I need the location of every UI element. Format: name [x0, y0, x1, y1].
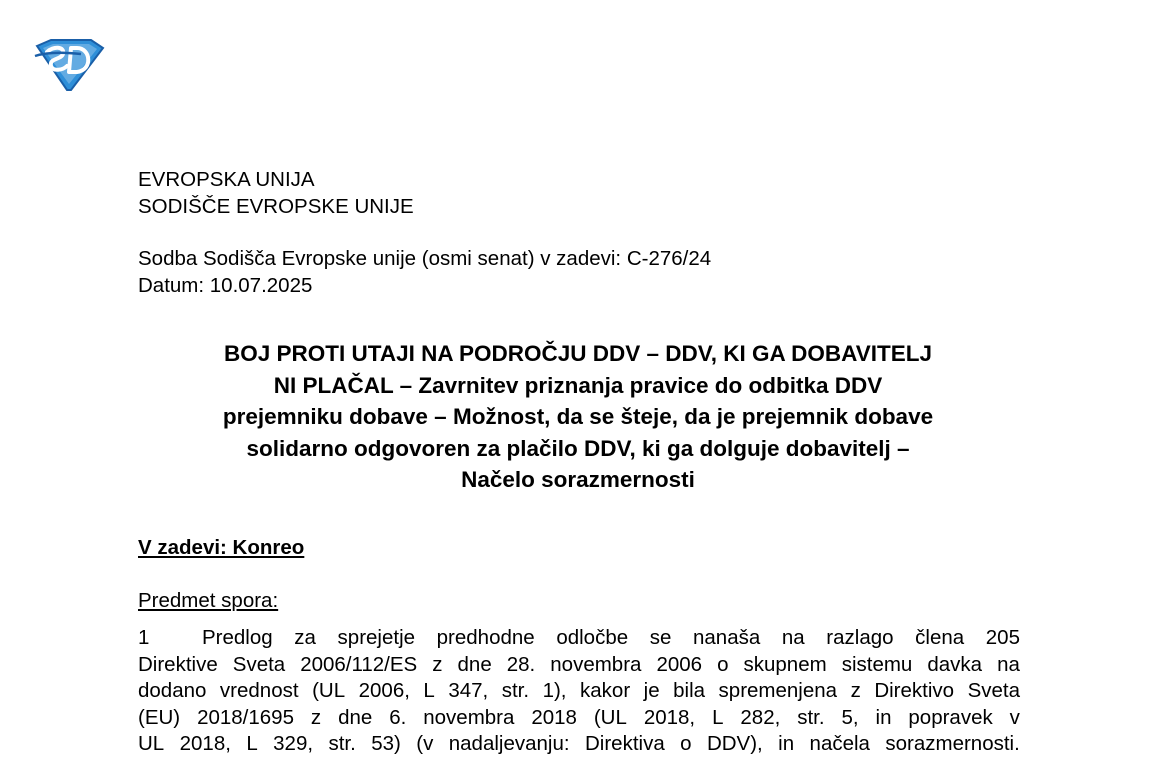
- paragraph-line: [138, 625, 1020, 652]
- title-line: prejemniku dobave – Možnost, da se šteje, da je prejemnik dobave: [222, 404, 934, 429]
- word: L: [246, 732, 258, 755]
- word: načela: [809, 732, 870, 755]
- word: 2006/112/ES: [300, 652, 418, 676]
- word: novembra: [423, 705, 515, 729]
- word: 2006: [656, 652, 703, 676]
- paragraph-line: [138, 652, 1020, 679]
- word: Direktivo: [874, 679, 955, 702]
- word: Sveta: [967, 679, 1020, 702]
- word: za: [294, 626, 316, 649]
- judgment-title: [138, 338, 1018, 496]
- header-court: SODIŠČE EVROPSKE UNIJE: [138, 195, 414, 218]
- word: na: [997, 652, 1020, 676]
- word: razlago: [826, 626, 894, 649]
- title-line: NI PLAČAL – Zavrnitev priznanja pravice do odbitka DDV: [273, 372, 883, 398]
- word: kakor: [580, 679, 631, 702]
- word: o: [680, 732, 692, 755]
- word: sistemu: [841, 652, 913, 676]
- word: UL: [138, 732, 165, 755]
- word: str.: [328, 732, 356, 755]
- word: (UL: [312, 679, 346, 702]
- paragraph-1: [138, 625, 1020, 758]
- word: 53): [371, 732, 401, 755]
- word: nanaša: [693, 626, 761, 649]
- word: člena: [915, 626, 965, 649]
- paragraph-line: [138, 678, 1020, 705]
- word: davka: [927, 652, 983, 676]
- word: z: [310, 705, 322, 729]
- word: 282,: [740, 705, 781, 729]
- word: je: [643, 679, 660, 702]
- word: sprejetje: [337, 626, 416, 649]
- word: dodano: [138, 679, 207, 702]
- word: str.: [797, 705, 825, 729]
- word: dne: [457, 652, 492, 676]
- word: bila: [673, 679, 706, 702]
- word: dne: [338, 705, 373, 729]
- word: nadaljevanju:: [448, 732, 570, 755]
- word: DDV),: [706, 732, 763, 755]
- word: 5,: [841, 705, 859, 729]
- word: 329,: [273, 732, 314, 755]
- word: 2018: [531, 705, 577, 729]
- word: 1),: [542, 679, 567, 702]
- word: L: [712, 705, 724, 729]
- paragraph-text: [202, 625, 1020, 652]
- word: 2018,: [179, 732, 231, 755]
- word: z: [432, 652, 443, 676]
- title-line: solidarno odgovoren za plačilo DDV, ki ga dolguje dobavitelj –: [246, 435, 910, 461]
- word: 2018/1695: [197, 705, 294, 729]
- word: 2006,: [358, 679, 410, 702]
- word: in: [875, 705, 892, 729]
- header-union: EVROPSKA UNIJA: [138, 168, 315, 191]
- word: predhodne: [436, 626, 535, 649]
- word: sorazmernosti.: [885, 732, 1020, 755]
- word: o: [717, 652, 729, 676]
- word: Direktive: [138, 652, 218, 676]
- title-line: BOJ PROTI UTAJI NA PODROČJU DDV – DDV, KI GA DOBAVITELJ: [223, 341, 932, 366]
- word: novembra: [550, 652, 642, 676]
- word: L: [423, 679, 435, 702]
- word: (UL: [593, 705, 627, 729]
- word: 205: [985, 626, 1020, 649]
- paragraph-line: [138, 705, 1020, 732]
- court-header: [138, 166, 414, 220]
- word: (v: [416, 732, 434, 755]
- case-parties: V zadevi: Konreo: [138, 536, 305, 559]
- word: str.: [501, 679, 530, 702]
- word: na: [781, 626, 805, 649]
- case-date: Datum: 10.07.2025: [138, 274, 313, 297]
- subject-heading: Predmet spora:: [138, 589, 279, 612]
- word: vrednost: [219, 679, 299, 702]
- word: se: [649, 626, 672, 649]
- word: in: [778, 732, 795, 755]
- word: 28.: [506, 652, 536, 676]
- word: odločbe: [556, 626, 629, 649]
- word: z: [850, 679, 861, 702]
- case-reference: Sodba Sodišča Evropske unije (osmi senat) v zadevi: C-276/24: [138, 247, 712, 270]
- title-line: Načelo sorazmernosti: [461, 467, 695, 492]
- word: 6.: [389, 705, 407, 729]
- word: 2018,: [643, 705, 696, 729]
- paragraph-number: 1: [138, 626, 150, 649]
- logo-icon: [33, 38, 105, 92]
- word: 347,: [448, 679, 489, 702]
- case-info: [138, 245, 711, 299]
- word: v: [1009, 705, 1020, 729]
- word: popravek: [908, 705, 993, 729]
- word: Sveta: [232, 652, 286, 676]
- word: spremenjena: [718, 679, 838, 702]
- paragraph-line: [138, 731, 1020, 758]
- word: Direktiva: [584, 732, 665, 755]
- word: skupnem: [743, 652, 827, 676]
- word: Predlog: [202, 626, 273, 649]
- word: (EU): [138, 705, 181, 729]
